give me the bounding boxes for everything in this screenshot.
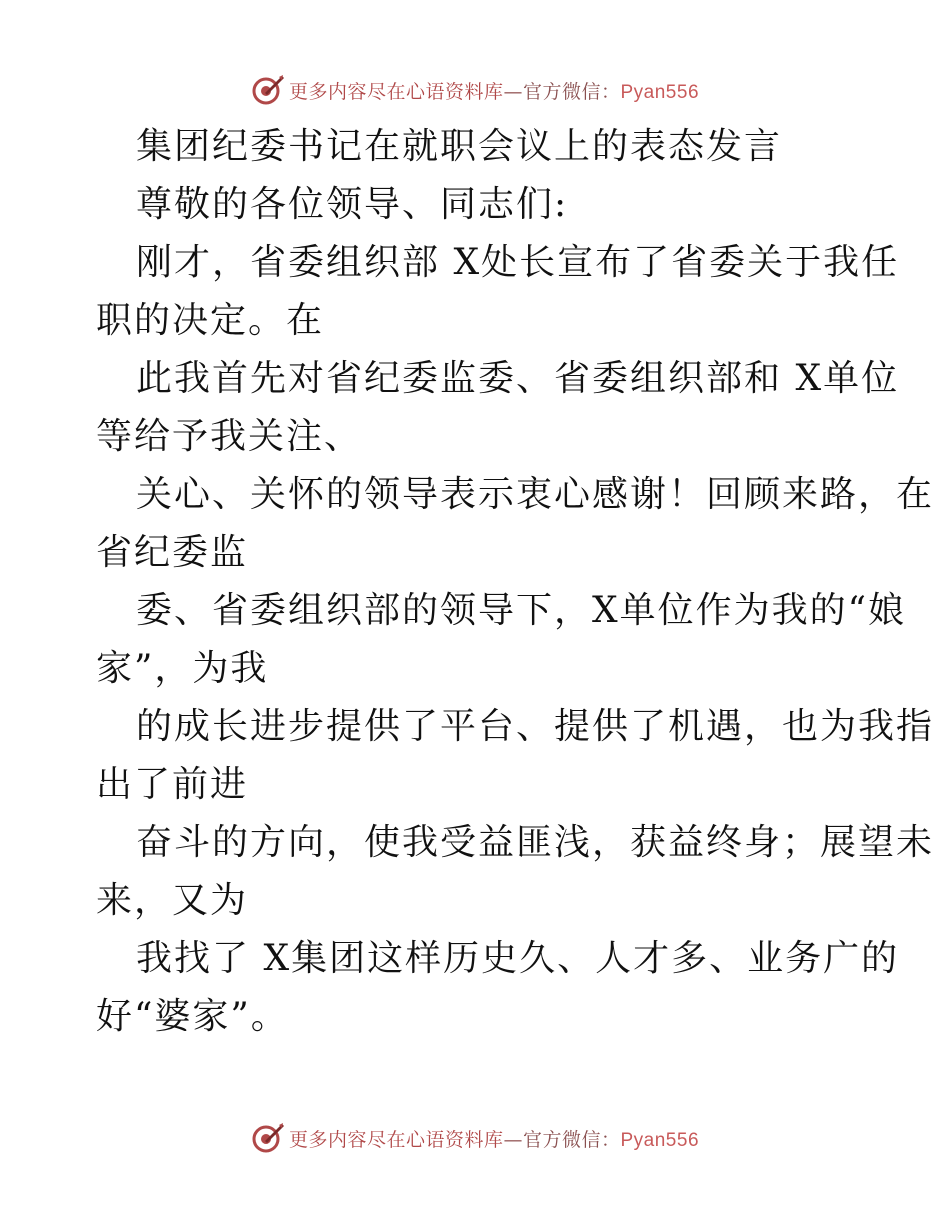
quill-pen-logo-icon: [251, 1121, 285, 1155]
header-banner-title: 更多内容尽在心语资料库: [288, 80, 504, 103]
footer-wechat-label: 官方微信：: [522, 1128, 621, 1151]
paragraph-line: 委、省委组织部的领导下，X单位作为我的“娘: [136, 590, 907, 631]
header-banner-dash: —: [503, 80, 523, 103]
paragraph-line: 我找了 X集团这样历史久、人才多、业务广的: [136, 938, 900, 979]
paragraph-line: 此我首先对省纪委监委、省委组织部和 X单位: [136, 358, 900, 399]
footer-banner-title: 更多内容尽在心语资料库: [288, 1128, 504, 1151]
header-banner: [0, 70, 950, 110]
paragraph-line: 出了前进: [96, 764, 249, 805]
paragraph-line: 等给予我关注、: [96, 416, 363, 457]
paragraph-line: 来，又为: [96, 880, 249, 921]
header-wechat-label: 官方微信：: [522, 80, 621, 103]
paragraph-line: 家”，为我: [96, 648, 269, 689]
footer-banner: [0, 1118, 950, 1158]
paragraph-line: 的成长进步提供了平台、提供了机遇，也为我指: [136, 706, 935, 747]
footer-wechat-id: Pyan556: [620, 1129, 700, 1151]
footer-banner-text: [289, 1125, 699, 1152]
document-body: [96, 118, 935, 1046]
document-title: 集团纪委书记在就职会议上的表态发言: [136, 126, 783, 167]
paragraph-line: 好“婆家”。: [96, 996, 289, 1037]
header-banner-text: [289, 77, 699, 104]
paragraph-line: 关心、关怀的领导表示衷心感谢！回顾来路，在: [136, 474, 935, 515]
salutation: 尊敬的各位领导、同志们:: [136, 184, 569, 225]
quill-pen-logo-icon: [251, 73, 285, 107]
paragraph-line: 职的决定。在: [96, 300, 325, 341]
paragraph-line: 刚才，省委组织部 X处长宣布了省委关于我任: [136, 242, 900, 283]
header-wechat-id: Pyan556: [620, 81, 700, 103]
footer-banner-dash: —: [503, 1128, 523, 1151]
paragraph-line: 省纪委监: [96, 532, 249, 573]
paragraph-line: 奋斗的方向，使我受益匪浅，获益终身；展望未: [136, 822, 935, 863]
